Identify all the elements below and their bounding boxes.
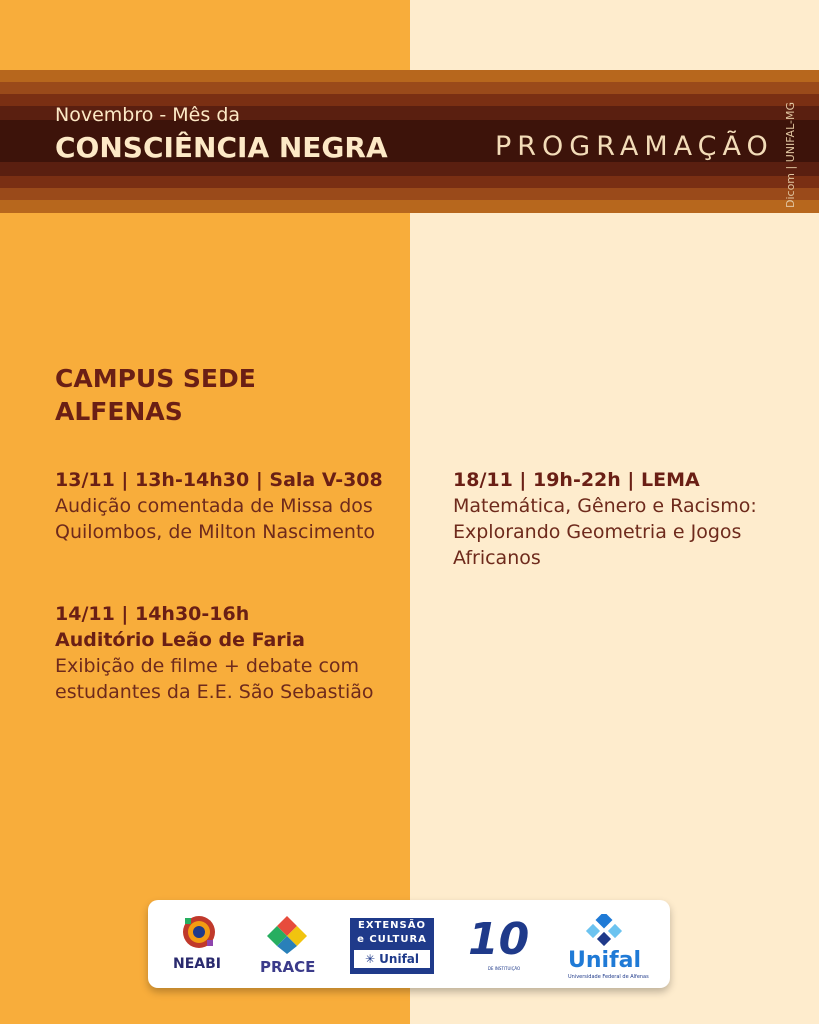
- event-2-desc: Exibição de filme + debate com estudantes da E.E. São Sebastião: [55, 655, 374, 703]
- event-2-venue: Auditório Leão de Faria: [55, 629, 306, 651]
- event-2-head: 14/11 | 14h30-16h: [55, 603, 250, 625]
- extensao-logo: [350, 914, 434, 976]
- unifal-emblem-icon: [584, 914, 624, 946]
- unifal-logo: [568, 914, 649, 980]
- neabi-emblem-icon: [170, 914, 228, 954]
- event-1-desc: Audição comentada de Missa dos Quilombos, de Milton Nascimento: [55, 495, 376, 543]
- campus-line2: ALFENAS: [55, 397, 183, 426]
- header-subtitle: Novembro - Mês da: [55, 104, 241, 126]
- prace-label: PRACE: [260, 958, 316, 976]
- unifal-label: Unifal: [568, 948, 642, 973]
- prace-logo: [256, 914, 318, 976]
- prace-emblem-icon: [256, 914, 318, 954]
- campus-line1: CAMPUS SEDE: [55, 364, 256, 393]
- event-2: [55, 601, 400, 705]
- campus-title: [55, 362, 355, 428]
- extensao-label: EXTENSÃO: [357, 920, 426, 931]
- cultura-label: e CULTURA: [357, 934, 427, 945]
- ten-years-logo: [464, 914, 544, 976]
- extensao-unifal-label: ✳ Unifal: [354, 950, 430, 968]
- neabi-label: NEABI: [173, 956, 221, 972]
- credit-label: Dicom | UNIFAL-MG: [784, 101, 797, 208]
- ten-years-number: 10: [468, 914, 530, 965]
- program-label: PROGRAMAÇÃO: [495, 131, 774, 162]
- event-3-head: 18/11 | 19h-22h | LEMA: [453, 469, 700, 491]
- neabi-logo: [170, 914, 228, 976]
- logo-bar: [148, 900, 670, 988]
- unifal-sub: Universidade Federal de Alfenas: [568, 974, 649, 980]
- event-1: [55, 467, 400, 545]
- header-title: CONSCIÊNCIA NEGRA: [55, 131, 388, 164]
- event-3-desc: Matemática, Gênero e Racismo: Explorando Geometria e Jogos Africanos: [453, 495, 757, 569]
- event-1-head: 13/11 | 13h-14h30 | Sala V-308: [55, 469, 383, 491]
- ten-years-sub: DE INSTITUIÇÃO: [487, 966, 521, 971]
- event-3: [453, 467, 803, 571]
